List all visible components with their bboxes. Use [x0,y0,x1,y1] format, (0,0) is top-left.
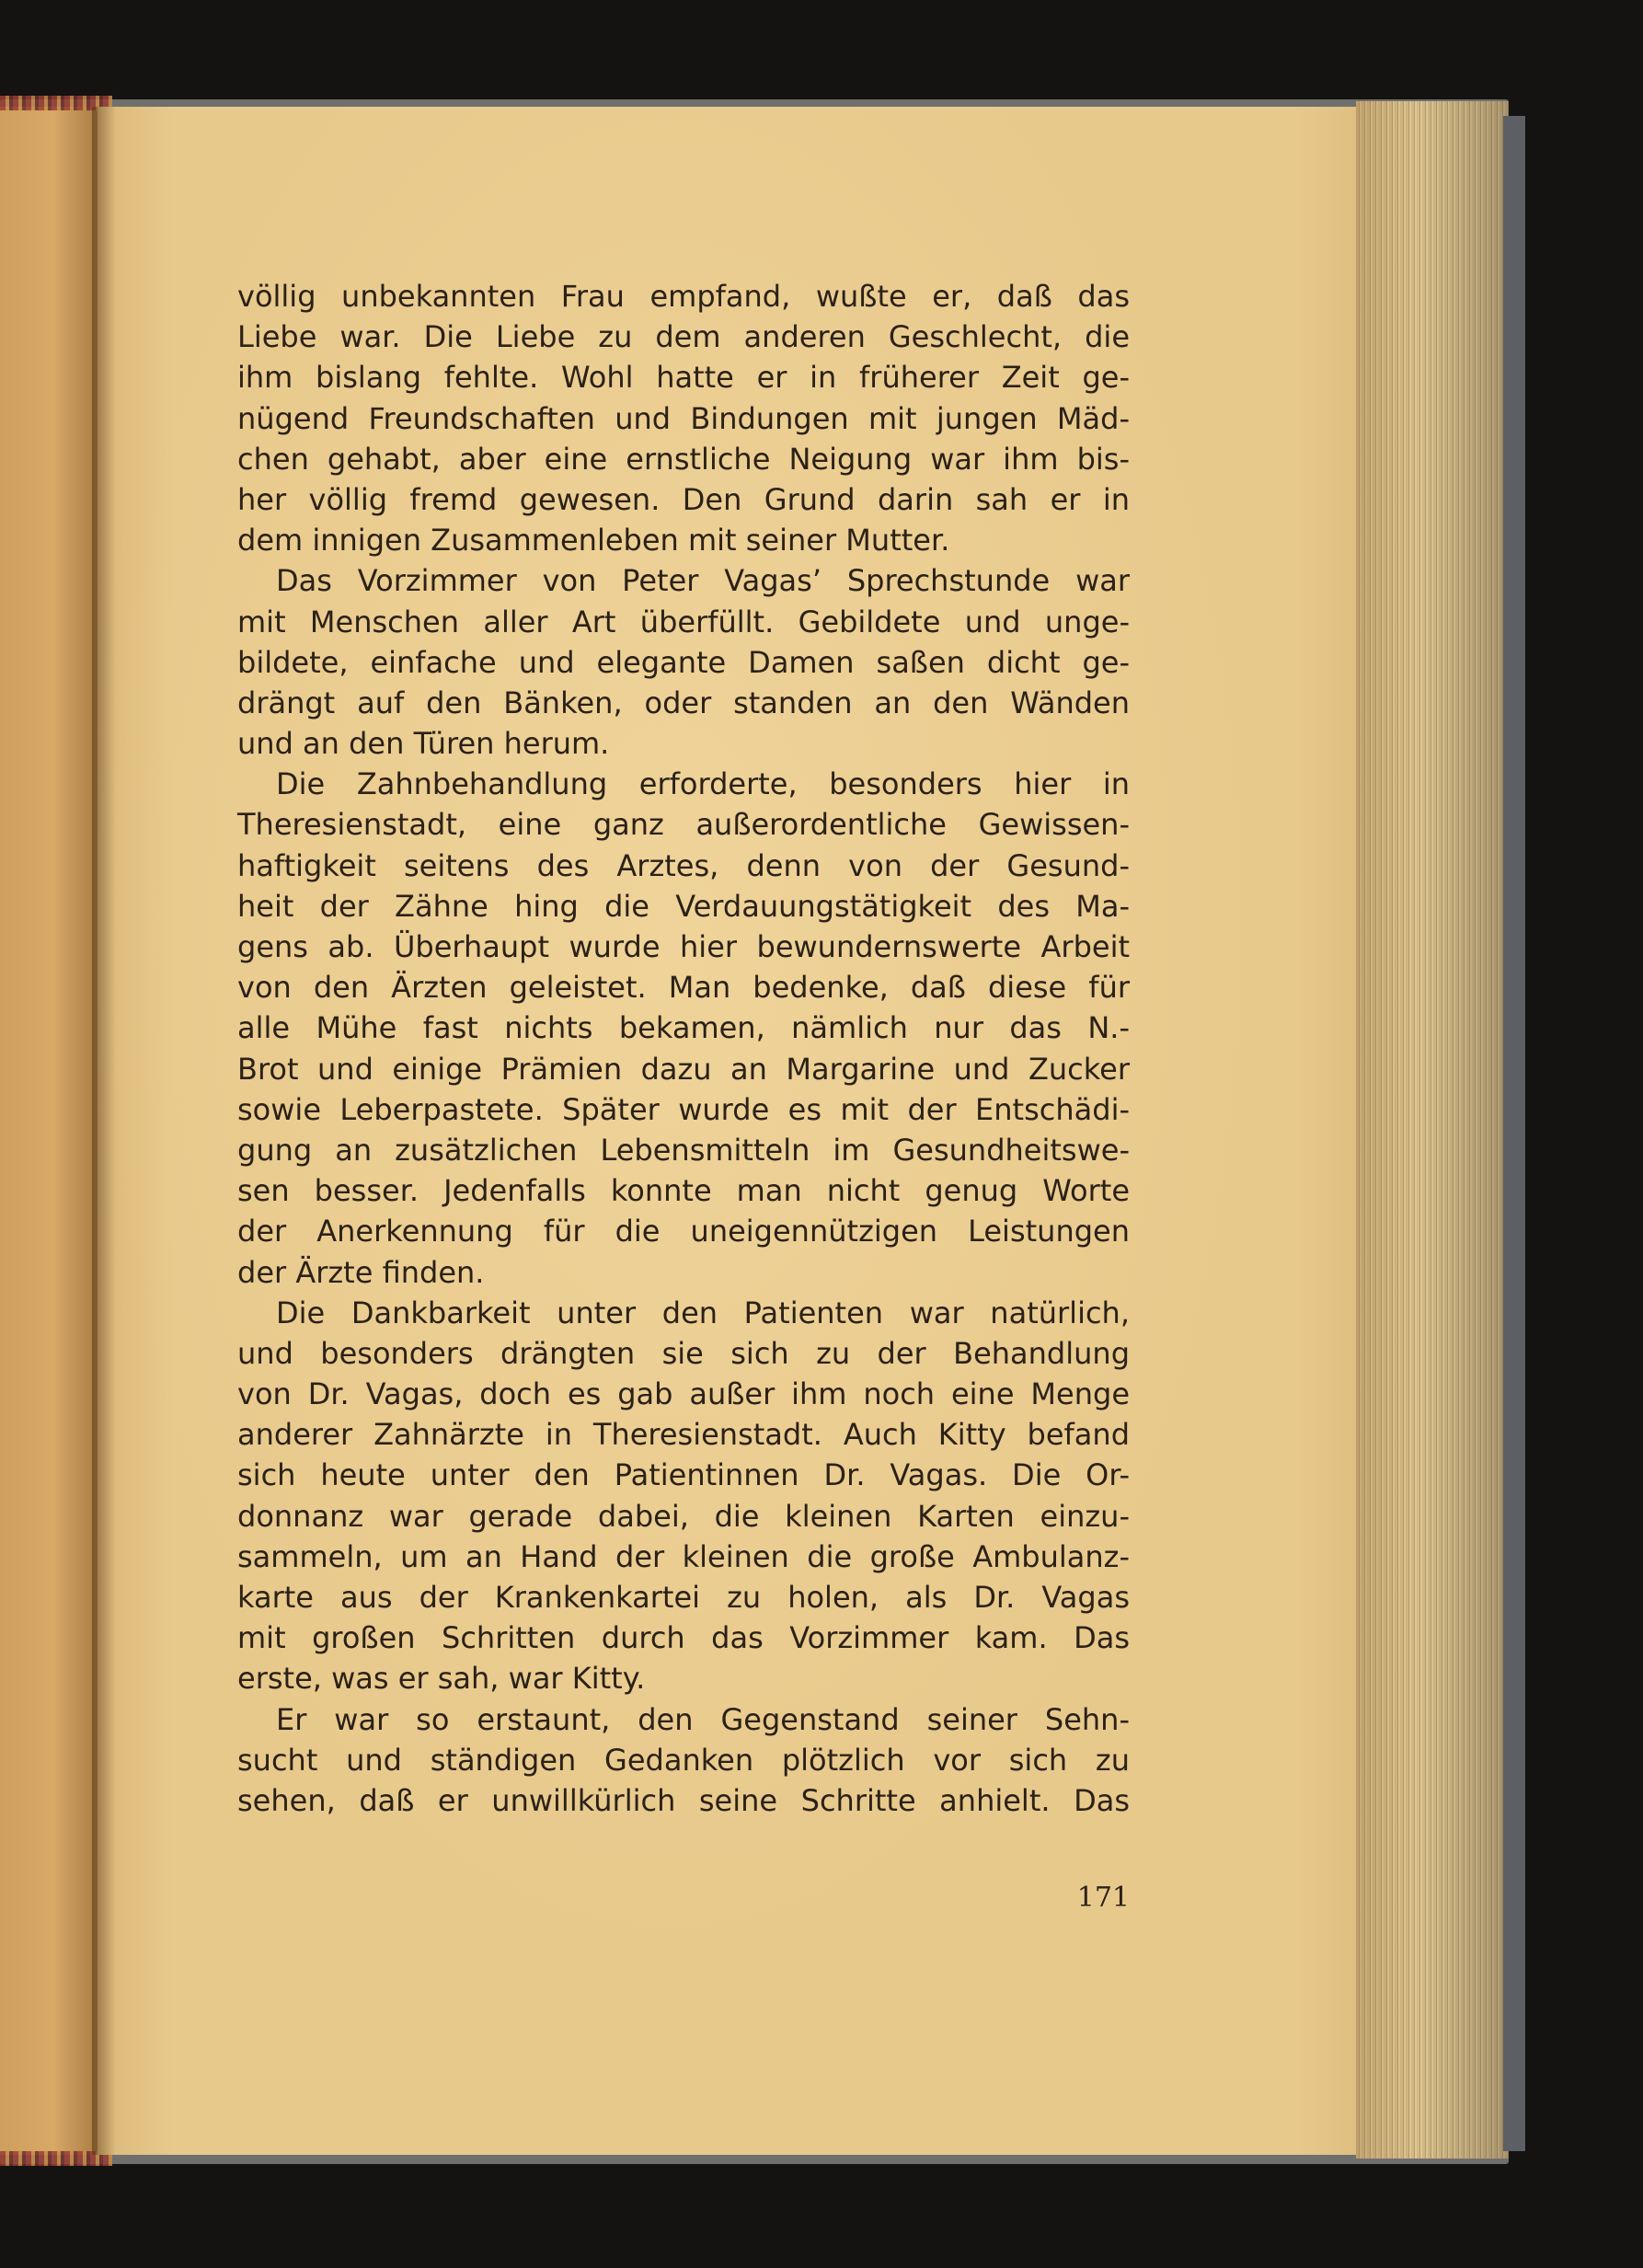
text-line: drängt auf den Bänken, oder standen an den Wänden [237,685,1130,720]
text-line: alle Mühe fast nichts bekamen, nämlich nur das N.- [237,1010,1130,1046]
text-line: donnanz war gerade dabei, die kleinen Karten einzu- [237,1498,1130,1534]
text-line: anderer Zahnärzte in Theresienstadt. Auch Kitty befand [237,1417,1130,1453]
text-line: Liebe war. Die Liebe zu dem anderen Geschlecht, die [237,319,1130,355]
text-line: Theresienstadt, eine ganz außerordentliche Gewissen- [237,807,1130,843]
body-text [237,276,1130,1821]
text-line: völlig unbekannten Frau empfand, wußte er, daß das [237,279,1130,314]
text-line: Die Dankbarkeit unter den Patienten war natürlich, [276,1295,1130,1330]
text-line: her völlig fremd gewesen. Den Grund darin sah er in [237,481,1130,517]
page-stack-shade [1356,101,1509,2159]
text-line: sowie Leberpastete. Später wurde es mit der Entschädi- [237,1091,1130,1127]
text-line: mit Menschen aller Art überfüllt. Gebildete und unge- [237,604,1130,639]
text-line: karte aus der Krankenkartei zu holen, als Dr. Vagas [237,1580,1130,1615]
left-page-edge [0,107,98,2155]
text-line: Er war so erstaunt, den Gegenstand seiner Sehn- [276,1701,1130,1737]
text-line: sich heute unter den Patientinnen Dr. Vagas. Die Or- [237,1457,1130,1493]
text-line: mit großen Schritten durch das Vorzimmer kam. Das [237,1620,1130,1656]
page-number: 171 [1076,1882,1130,1914]
text-line: nügend Freundschaften und Bindungen mit jungen Mäd- [237,400,1130,436]
text-line: dem innigen Zusammenleben mit seiner Mutter. [237,523,950,558]
text-line: der Ärzte finden. [237,1254,485,1290]
text-line: haftigkeit seitens des Arztes, denn von der Gesund- [237,847,1130,883]
text-line: chen gehabt, aber eine ernstliche Neigung war ihm bis- [237,441,1130,477]
text-line: und an den Türen herum. [237,726,610,762]
text-line: von Dr. Vagas, doch es gab außer ihm noch eine Menge [237,1376,1130,1412]
text-line: ihm bislang fehlte. Wohl hatte er in früherer Zeit ge- [237,360,1130,396]
text-line: bildete, einfache und elegante Damen saßen dicht ge- [237,644,1130,680]
text-line: gung an zusätzlichen Lebensmitteln im Gesundheitswe- [237,1132,1130,1168]
text-line: sucht und ständigen Gedanken plötzlich vor sich zu [237,1742,1130,1778]
text-line: der Anerkennung für die uneigennützigen Leistungen [237,1214,1130,1249]
text-line: Die Zahnbehandlung erforderte, besonders hier in [276,766,1130,802]
text-line: Das Vorzimmer von Peter Vagas’ Sprechstunde war [276,563,1130,599]
text-line: sehen, daß er unwillkürlich seine Schritte anhielt. Das [237,1782,1130,1818]
text-line: gens ab. Überhaupt wurde hier bewundernswerte Arbeit [237,929,1130,964]
text-line: sen besser. Jedenfalls konnte man nicht genug Worte [237,1173,1130,1209]
text-line: sammeln, um an Hand der kleinen die große Ambulanz- [237,1538,1130,1574]
text-line: Brot und einige Prämien dazu an Margarine und Zucker [237,1051,1130,1087]
cover-edge [1503,116,1525,2151]
gutter-shadow [92,107,116,2155]
text-line: von den Ärzten geleistet. Man bedenke, daß diese für [237,970,1130,1006]
text-line: und besonders drängten sie sich zu der Behandlung [237,1335,1130,1371]
text-line: erste, was er sah, war Kitty. [237,1661,646,1697]
text-line: heit der Zähne hing die Verdauungstätigkeit des Ma- [237,888,1130,924]
